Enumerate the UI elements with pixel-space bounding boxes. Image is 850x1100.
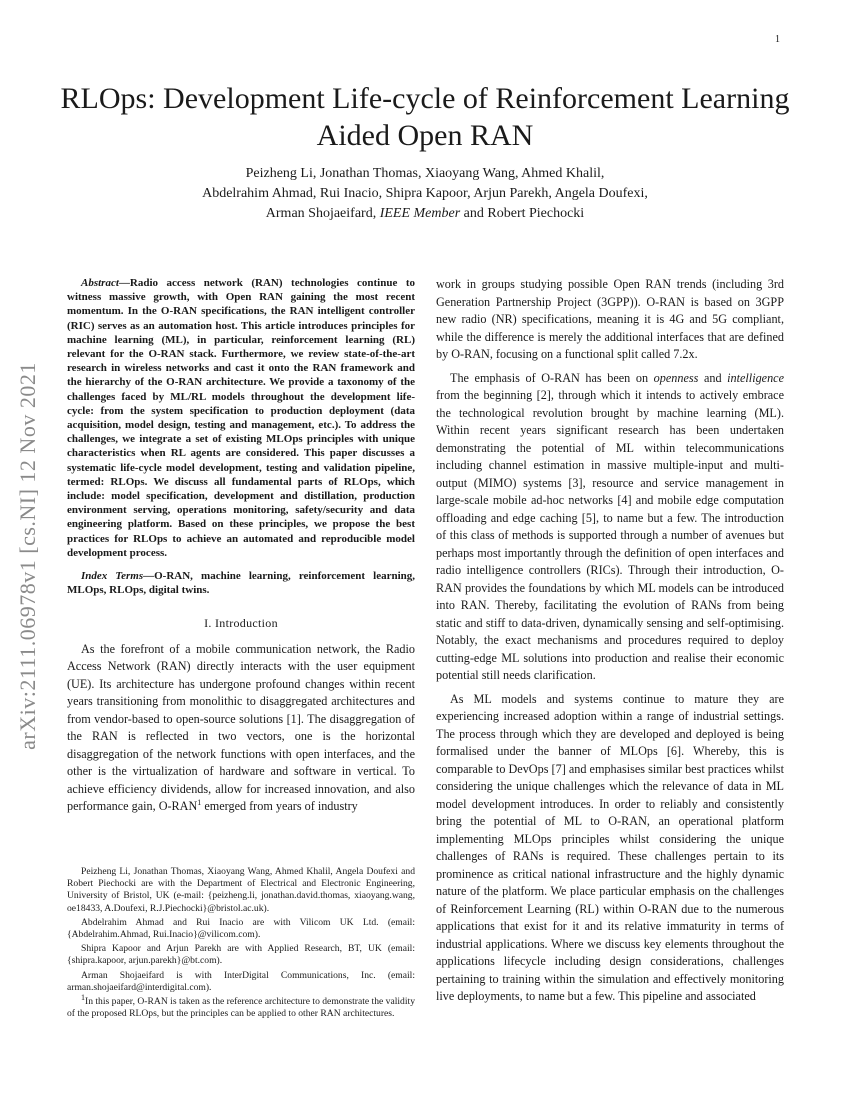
intro-paragraph-2-rest: from the beginning [2], through which it intends to actively embrace the technological revolution brought by machine learning (ML). Within recent years significant research has been undertaken demonstrating the potential of ML within telecommunications including channel estimation in massive multiple-input and multi-output (MIMO) systems [3], resource and service management in large-scale mobile ad-hoc networks [4] and mobile edge computation offloading and edge caching [5], to name but a few. The introduction of this class of methods is supported through a number of avenues but perhaps most importantly through the definition of open interfaces and radio intelligence controllers (RICs). Through their introduction, O-RAN provides the foundations by which ML models can be introduced into RAN. Thereby, facilitating the evolution of RANs from being static and stiff to data-driven, dynamically sensing and self-optimising. Notably, the exact mechanisms and procedures required to deploy cutting-edge ML solutions into production and realise their economic potential still needs clarification. — [436, 388, 784, 682]
intro-paragraph-2-start: The emphasis of O-RAN has been on — [450, 370, 654, 385]
intro-paragraph-3: As ML models and systems continue to mature they are experiencing increased adoption within a range of industrial settings. The process through which they are developed and deployed is being formalised under the banner of MLOps [6]. Whereby, this is comparable to DevOps [7] and emphasises similar best practices whilst considering the unique challenges which the relevance of data in ML model development introduces. In order to reliably and consistently bring the potential of ML to O-RAN, an operational platform implementing MLOps principles whilst considering the unique challenges of RANs is required. These challenges pertain to its prominence as critical national infrastructure and the highly dynamic nature of the platform. We place particular emphasis on the challenges of Reinforcement Learning (RL) within O-RAN due to the numerous applications that exist for it and its relative immaturity in terms of industrial applications. Where we discuss key elements throughout the applications lifecycle including design considerations, challenges pertaining to training within the simulation and effectively monitoring live deployments, to name but a few. This pipeline and associated — [436, 691, 784, 1003]
paper-title: RLOps: Development Life-cycle of Reinforcement Learning Aided Open RAN — [60, 82, 790, 152]
affiliation-note-2: Abdelrahim Ahmad and Rui Inacio are with Vilicom UK Ltd. (email: {Abdelrahim.Ahmad, Rui.Inacio}@vilicom.com). — [67, 916, 415, 941]
index-terms-text: —O-RAN, machine learning, reinforcement learning, MLOps, RLOps, digital twins. — [67, 570, 415, 597]
arxiv-stamp — [8, 296, 48, 816]
intro-paragraph-1-continued: work in groups studying possible Open RAN trends (including 3rd Generation Partnership Project (3GPP)). O-RAN is based on 3GPP new radio (NR) specifications, meaning it is 4G and 5G compliant, while the difference is merely the additional interfaces that are defined by O-RAN, focusing on a functional split called 7.2x. — [436, 277, 784, 361]
author-line-3-start: Arman Shojaeifard, — [265, 206, 377, 221]
abstract-label: Abstract — [81, 277, 119, 289]
left-column — [67, 276, 415, 822]
intro-paragraph-1-tail: emerged from years of industry — [201, 799, 358, 814]
footnotes — [67, 866, 415, 1022]
author-line-1: Peizheng Li, Jonathan Thomas, Xiaoyang Wang, Ahmed Khalil, — [245, 166, 605, 181]
arxiv-identifier: arXiv:2111.06978v1 [cs.NI] 12 Nov 2021 — [15, 362, 40, 750]
affiliation-note-3: Shipra Kapoor and Arjun Parekh are with Applied Research, BT, UK (email: {shipra.kapoor, arjun.parekh}@bt.com). — [67, 943, 415, 967]
affiliation-note-1: Peizheng Li, Jonathan Thomas, Xiaoyang Wang, Ahmed Khalil, Angela Doufexi and Robert Piechocki are with the Department of Electrical and Electronic Engineering, University of Bristol, UK (e-mail: {peizheng.li, jonathan.david.thomas, xiaoyang.wang, oe18433, A.Doufexi, R.J.Piechocki}@bristol.ac.uk). — [67, 866, 415, 914]
emphasis-openness: openness — [653, 370, 699, 385]
author-line-3-end: and Robert Piechocki — [463, 206, 585, 221]
author-line-2: Abdelrahim Ahmad, Rui Inacio, Shipra Kapoor, Arjun Parekh, Angela Doufexi, — [202, 186, 648, 201]
abstract — [67, 276, 415, 560]
footnote-1 — [67, 992, 415, 1020]
intro-paragraph-1 — [67, 641, 415, 816]
abstract-text: —Radio access network (RAN) technologies continue to witness massive growth, with Open RAN gaining the most recent momentum. In the O-RAN specifications, the RAN intelligent controller (RIC) serves as an automation host. This article introduces principles for machine learning (ML), in particular, reinforcement learning (RL) relevant for the O-RAN stack. Furthermore, we review state-of-the-art research in wireless networks and cast it onto the RAN framework and the hierarchy of the O-RAN architecture. We provide a taxonomy of the challenges faced by ML/RL models throughout the development life-cycle: from the system specification to production deployment (data acquisition, model design, testing and management, etc.). To address the challenges, we integrate a set of existing MLOps principles with unique characteristics when RL agents are considered. This paper discusses a systematic life-cycle model development, testing and validation pipeline, termed: RLOps. We discuss all fundamental parts of RLOps, which include: model specification, development and distillation, production environment serving, operations monitoring, safety/security and data engineering platform. Based on these principles, we propose the best practices for RLOps to achieve an automated and reproducible model development process. — [67, 277, 415, 559]
author-line-3 — [80, 204, 770, 224]
intro-paragraph-1-text: As the forefront of a mobile communication network, the Radio Access Network (RAN) directly interacts with the user equipment (UE). Its architecture has undergone profound changes within recent years transitioning from monolithic to disaggregated architectures and from vendor-based to open-source solutions [1]. The disaggregation of the RAN is reflected in two vectors, one is the horizontal disaggregation of the network functions with open interfaces, and the other is the virtualization of hardware and software in vertical. To achieve efficiency dividends, allow for increased innovation, and also performance gain, O-RAN — [67, 641, 415, 814]
intro-paragraph-2-and: and — [698, 370, 728, 385]
section-heading-introduction: I. Introduction — [204, 616, 278, 631]
ieee-member-label: IEEE Member — [379, 206, 461, 221]
author-list — [80, 164, 770, 224]
affiliation-note-4: Arman Shojaeifard is with InterDigital Communications, Inc. (email: arman.shojaeifard@interdigital.com). — [67, 969, 415, 993]
intro-paragraph-2 — [436, 370, 784, 685]
right-column — [436, 276, 784, 1012]
footnote-1-text: In this paper, O-RAN is taken as the reference architecture to demonstrate the validity of the proposed RLOps, but the principles can be applied to other RAN architectures. — [67, 996, 415, 1020]
index-terms — [67, 569, 415, 597]
footnote-1-mark: 1 — [81, 992, 85, 1002]
footnote-marker: 1 — [197, 798, 202, 808]
emphasis-intelligence: intelligence — [727, 370, 784, 385]
index-terms-label: Index Terms — [81, 570, 144, 583]
page-number: 1 — [775, 34, 780, 45]
